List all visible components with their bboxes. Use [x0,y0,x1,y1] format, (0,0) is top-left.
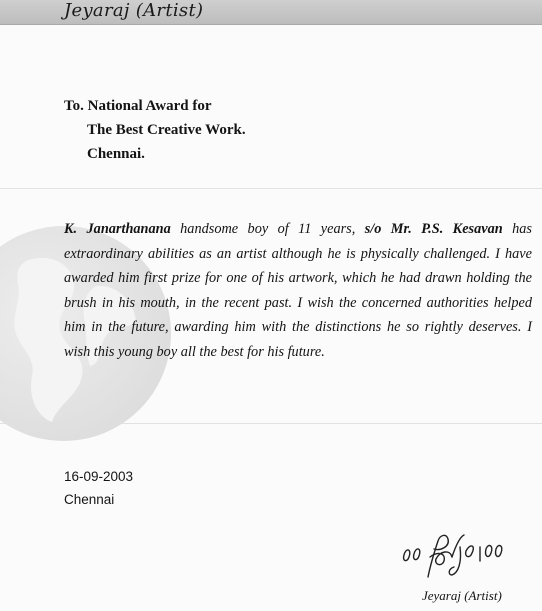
letterhead-band [0,0,542,25]
fold-line [0,188,542,189]
handwritten-signature [400,527,510,582]
addressee-block [64,94,246,166]
addressee-line: The Best Creative Work. [87,122,246,138]
letter-date: 16-09-2003 [64,469,134,484]
addressee-line: Chennai. [87,146,145,162]
letter-place: Chennai [64,492,115,507]
body-text-1: handsome boy of 11 years, [170,221,365,237]
date-block [64,465,133,511]
parent-name: s/o Mr. P.S. Kesavan [364,221,503,237]
signature-name: Jeyaraj (Artist) [422,588,502,603]
letterhead-title: Jeyaraj (Artist) [64,0,204,21]
body-text-2: has extraordinary abilities as an artist although he is physically challenged. I have awarded him first prize for one of his artwork, which he had drawn holding the brush in his mouth, in the recent past. I wish the concerned authorities helped him in the future, awarding him with the distinctions he so rightly deserves. I wish this young boy all the best for his future. [64,221,532,360]
letter-body [64,217,532,365]
addressee-line: To. National Award for [64,98,212,114]
student-name: K. Janarthanana [64,221,171,237]
